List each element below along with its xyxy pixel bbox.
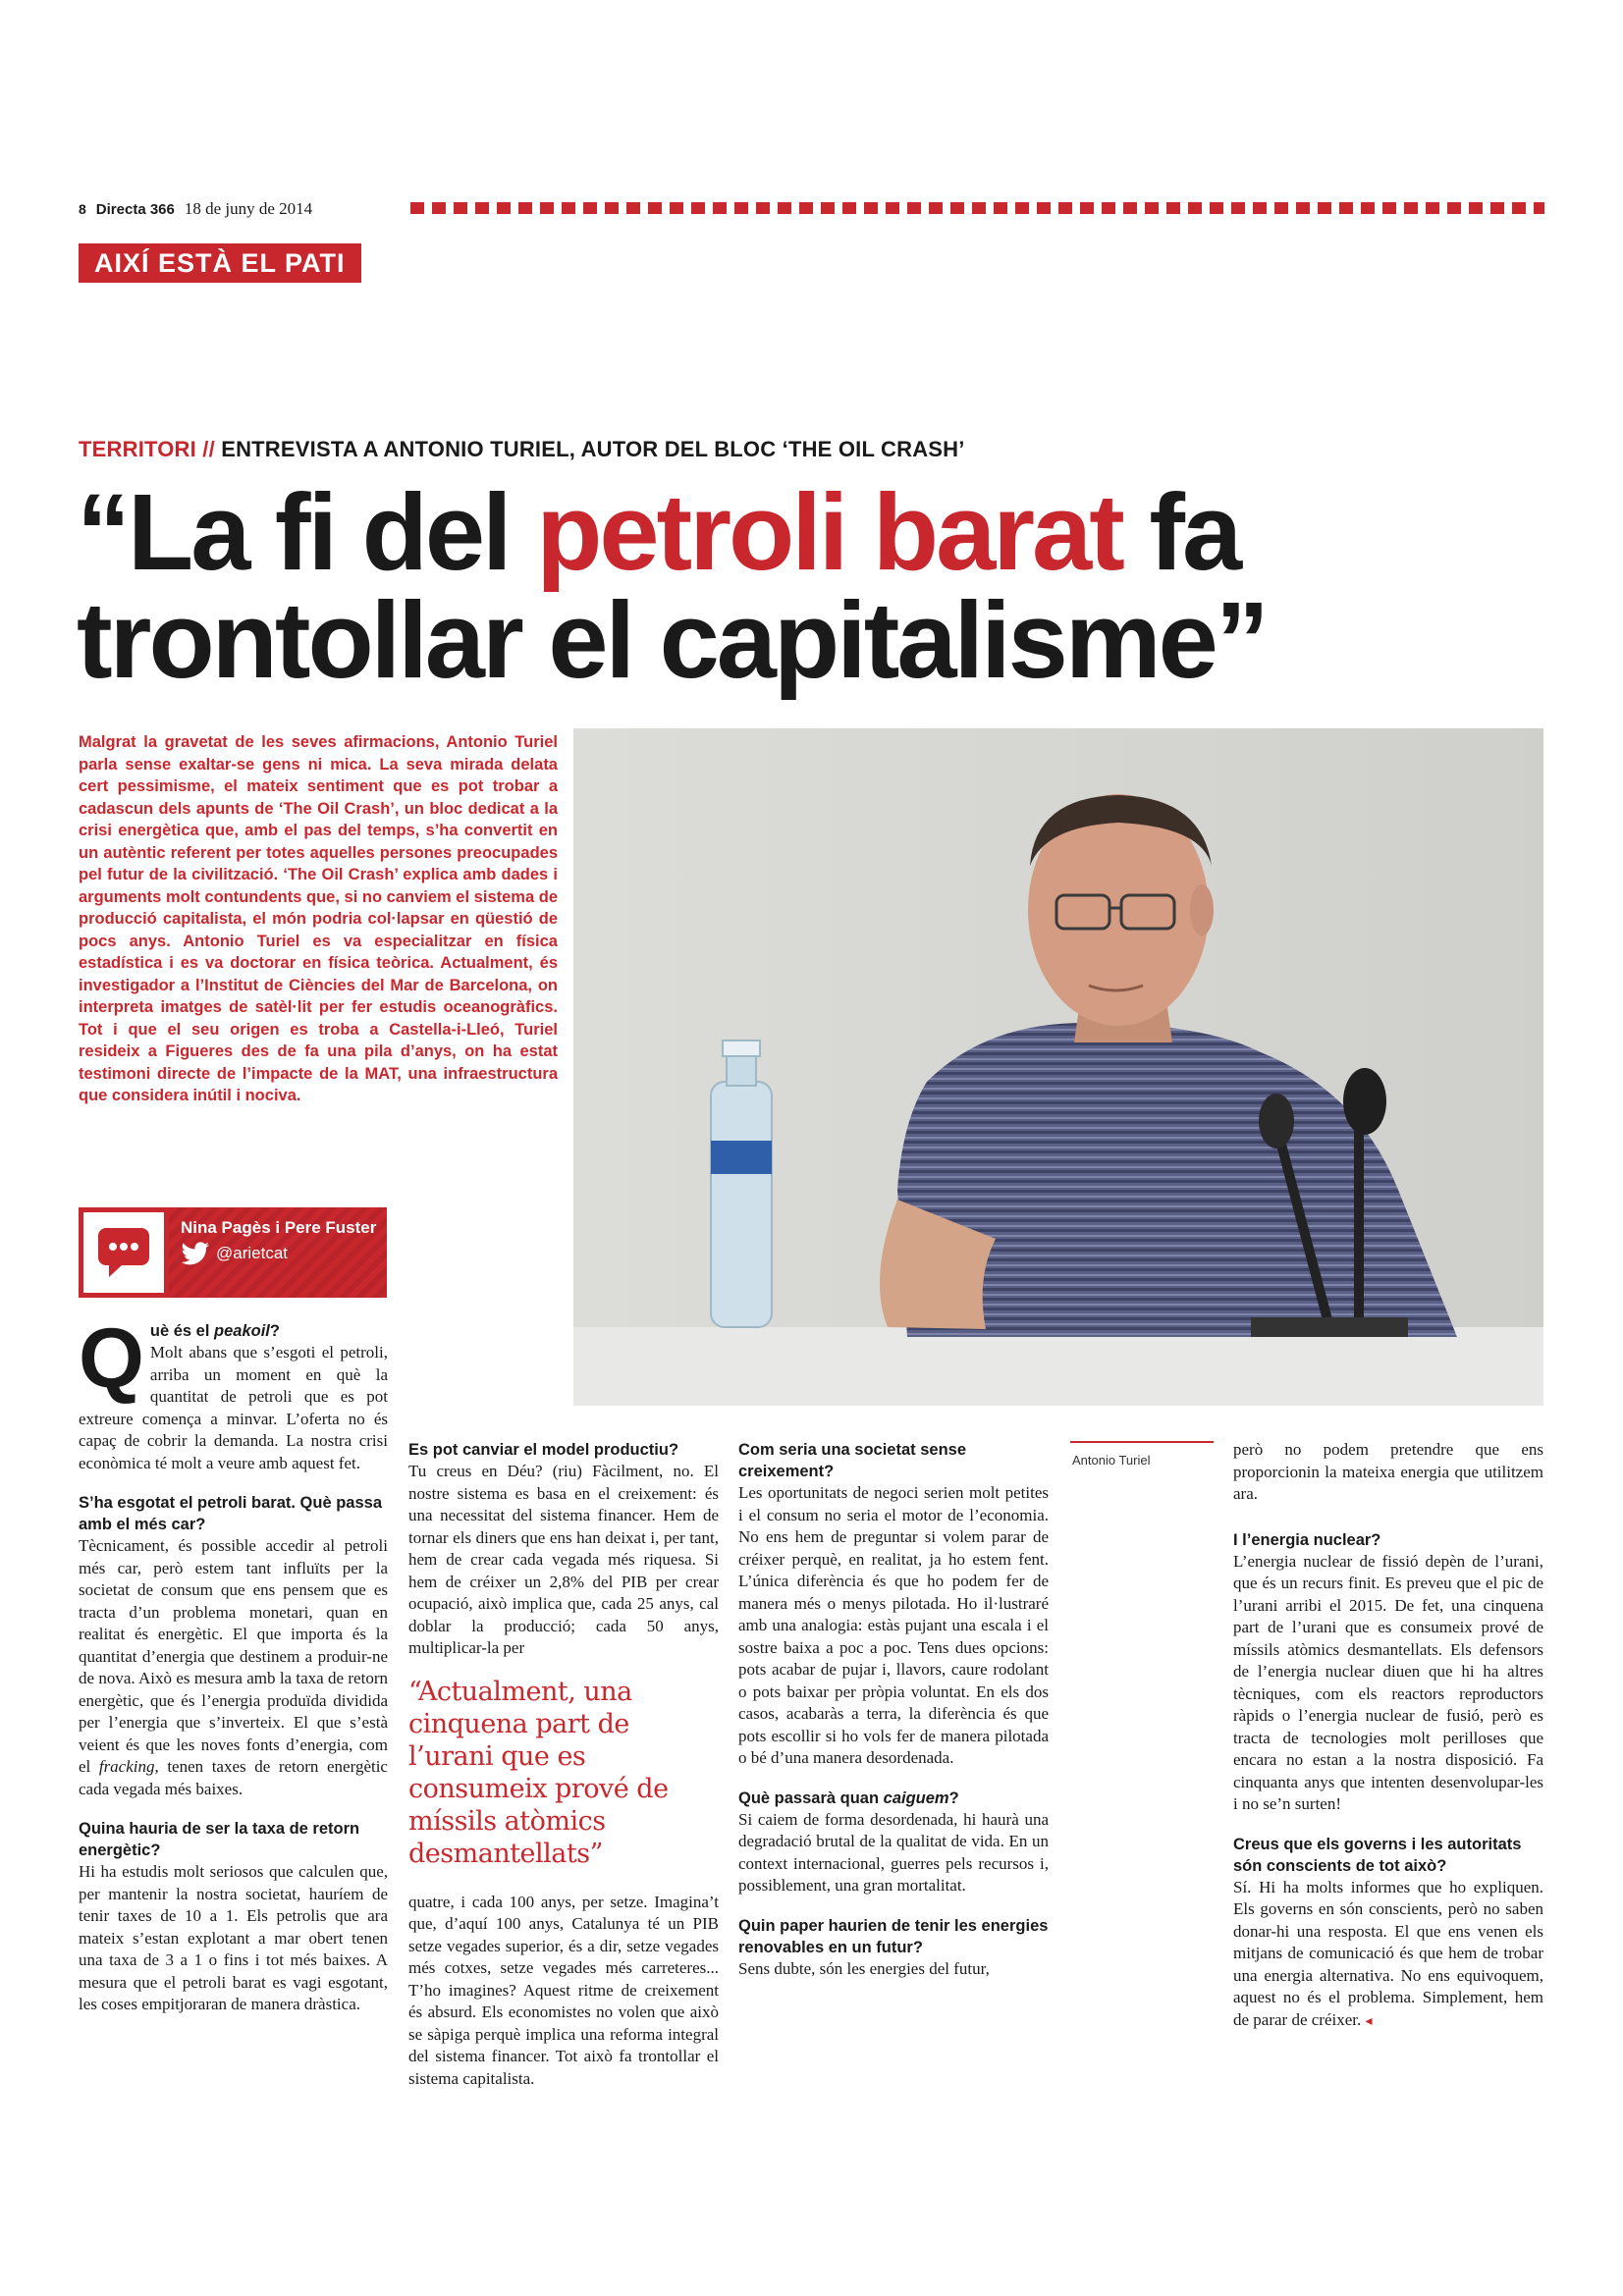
intro-paragraph: Malgrat la gravetat de les seves afirmacions, Antonio Turiel parla sense exaltar-se gens ni mica. La seva mirada delata cert pessimisme, el mateix sentiment que es pot trobar a cadascun dels apunts de ‘The Oil Crash’, un bloc dedicat a la crisi energètica que, amb el pas del temps, s’ha convertit en un autèntic referent per totes aquelles persones preocupades pel futur de la civilització. ‘The Oil Crash’ explica amb dades i arguments molt contundents que, si no canviem el sistema de producció capitalista, el món podria col·lapsar en qüestió de pocs anys. Antonio Turiel es va especialitzar en física estadística i es va doctorar en física teòrica. Actualment, és investigador a l’Institut de Ciències del Mar de Barcelona, on interpreta imatges de satèl·lit per fer estudis oceanogràfics. Tot i que el seu origen es troba a Castella-i-Lleó, Turiel resideix a Figueres des de fa una pila d’anys, on ha estat testimoni directe de l’impacte de la MAT, una infraestructura que considera inútil i nociva.	[79, 733, 558, 1104]
article-column-1	[79, 1311, 388, 2016]
question: Creus que els governs i les autoritats són conscients de tot això?	[1233, 1835, 1522, 1875]
answer: però no podem pretendre que ens proporcionin la mateixa energia que utilitzem ara.	[1233, 1440, 1543, 1503]
twitter-bird-icon	[181, 1242, 210, 1265]
end-mark-icon: ◂	[1365, 2013, 1373, 2029]
photo-illustration	[573, 728, 1543, 1406]
author-box	[79, 1207, 387, 1298]
headline-part2: fa trontollar el capitalisme”	[77, 472, 1267, 701]
answer: L’energia nuclear de fissió depèn de l’urani, que és un recurs finit. Es preveu que el pic de l’urani arribi el 2015. De fet, una cinquena part de l’urani que es consumeix prové de míssils atòmics desmantellats. Els defensors de l’energia nuclear diuen que hi ha altres tècniques, com els reactors reproductors ràpids o l’energia nuclear de fusió, però es tracta de tecnologies molt perilloses que encara no estan a la nostra disposició. Fa cinquanta anys que intenten desenvolupar-les i no se’n surten!	[1233, 1551, 1543, 1813]
photo-caption: Antonio Turiel	[1072, 1453, 1151, 1468]
twitter-handle: @arietcat	[216, 1244, 289, 1262]
answer: quatre, i cada 100 anys, per setze. Imagina’t que, d’aquí 100 anys, Catalunya té un PIB setze vegades superior, és a dir, setze vegades més cotxes, setze vegades més carreteres... T’ho imagines? Aquest ritme de creixement és absurd. Els economistes no volen que això se sàpiga perquè implica una reforma integral del sistema financer. Tot això fa trontollar el sistema capitalista.	[408, 1892, 719, 2088]
kicker-text: ENTREVISTA A ANTONIO TURIEL, AUTOR DEL BLOC ‘THE OIL CRASH’	[214, 437, 965, 461]
article-column-4	[1233, 1439, 1543, 2033]
question: Quin paper haurien de tenir les energies renovables en un futur?	[738, 1916, 1049, 1956]
issue-date: 18 de juny de 2014	[184, 199, 313, 218]
question: Què és el peakoil?	[79, 1311, 280, 1406]
speech-bubble-icon	[95, 1225, 152, 1280]
interview-photo	[573, 728, 1543, 1406]
publication-name: Directa 366	[95, 201, 175, 218]
answer: Si caiem de forma desordenada, hi haurà una degradació brutal de la qualitat de vida. En un context internacional, guerres pels recursos i, possiblement, una gran mortalitat.	[738, 1809, 1049, 1895]
article-column-3	[738, 1439, 1049, 1980]
section-label: AIXÍ ESTÀ EL PATI	[79, 243, 361, 283]
kicker	[79, 437, 965, 462]
article-column-2	[408, 1439, 719, 2090]
answer: Molt abans que s’esgoti el petroli, arriba un moment en què la quantitat de petroli que es pot extreure comença a minvar. L’oferta no és capaç de cobrir la demanda. La nostra crisi econòmica té molt a veure amb aquest fet.	[79, 1343, 388, 1472]
question: S’ha esgotat el petroli barat. Què passa amb el més car?	[79, 1494, 383, 1533]
answer: Sí. Hi ha molts informes que ho expliquen. Els governs en són conscients, però no saben donar-hi una resposta. El que ens venen els mitjans de comunicació és que hem de trobar una energia alternativa. No ens equivoquem, aquest no és el problema. Simplement, hem de parar de créixer. ◂	[1233, 1877, 1543, 2029]
question: I l’energia nuclear?	[1233, 1530, 1381, 1549]
headline-highlight: petroli barat	[536, 472, 1122, 593]
page-number: 8	[79, 201, 86, 217]
author-twitter	[181, 1242, 376, 1265]
folio-line	[79, 199, 312, 219]
author-icon-frame	[79, 1207, 169, 1298]
dashed-divider	[410, 202, 1544, 214]
author-info	[169, 1207, 376, 1298]
answer: Sens dubte, són les energies del futur,	[738, 1958, 990, 1978]
pull-quote: “Actualment, una cinquena part de l’urani que es consumeix prové de míssils atòmics desmantellats”	[408, 1676, 669, 1869]
caption-rule	[1070, 1441, 1214, 1443]
drop-cap: Q	[79, 1311, 144, 1406]
page-title	[77, 472, 1549, 701]
answer: Hi ha estudis molt seriosos que calculen que, per mantenir la nostra societat, hauríem de tenir taxes de 10 a 1. Els petrolis que ara mateix s’estan explotant a mar obert tenen una taxa de 3 a 1 o fins i tot més baixes. A mesura que el petroli barat es vagi esgotant, les coses empitjoraran de manera dràstica.	[79, 1862, 388, 2013]
answer: Tècnicament, és possible accedir al petroli més car, però estem tant influïts per la societat de consum que ens pensem que es tracta d’un problema monetari, quan en realitat és energètic. El que importa és la quantitat d’energia que destinem a produir-ne de nova. Això es mesura amb la taxa de retorn energètic, que és l’energia produïda dividida per l’energia que s’inverteix. El que s’està veient és que les noves fonts d’energia, com el fracking, tenen taxes de retorn energètic cada vegada més baixes.	[79, 1536, 388, 1798]
question: Què passarà quan caiguem?	[738, 1789, 959, 1807]
answer: Les oportunitats de negoci serien molt petites i el consum no seria el motor de l’economia. No ens hem de preguntar si volem parar de créixer perquè, en realitat, ja ho estem fent. L’única diferència és que ho podem fer de manera més o menys pilotada. Ho il·lustraré amb una analogia: estàs pujant una escala i el sostre baixa a poc a poc. Tens dues opcions: pots acabar de pujar i, llavors, caure rodolant o pots baixar per pròpia voluntat. En els dos casos, acabaràs a terra, la diferència és que pots escollir si ho vols fer de manera pilotada o bé d’una manera desordenada.	[738, 1483, 1049, 1767]
question: Com seria una societat sense creixement?	[738, 1441, 967, 1480]
question: Es pot canviar el model productiu?	[408, 1441, 679, 1459]
author-names: Nina Pagès i Pere Fuster	[181, 1218, 377, 1237]
question: Quina hauria de ser la taxa de retorn energètic?	[79, 1820, 360, 1859]
answer: Tu creus en Déu? (riu) Fàcilment, no. El nostre sistema es basa en el creixement: és una necessitat del sistema financer. Hem de tornar els diners que ens han deixat i, per tant, hem de crear cada vegada més riquesa. Si hem de créixer un 2,8% del PIB per crear ocupació, això implica que, cada 25 anys, cal doblar la producció; cada 50 anys, multiplicar-la per	[408, 1462, 719, 1657]
kicker-tag: TERRITORI //	[79, 437, 215, 461]
headline-part1: “La fi del	[77, 472, 537, 593]
